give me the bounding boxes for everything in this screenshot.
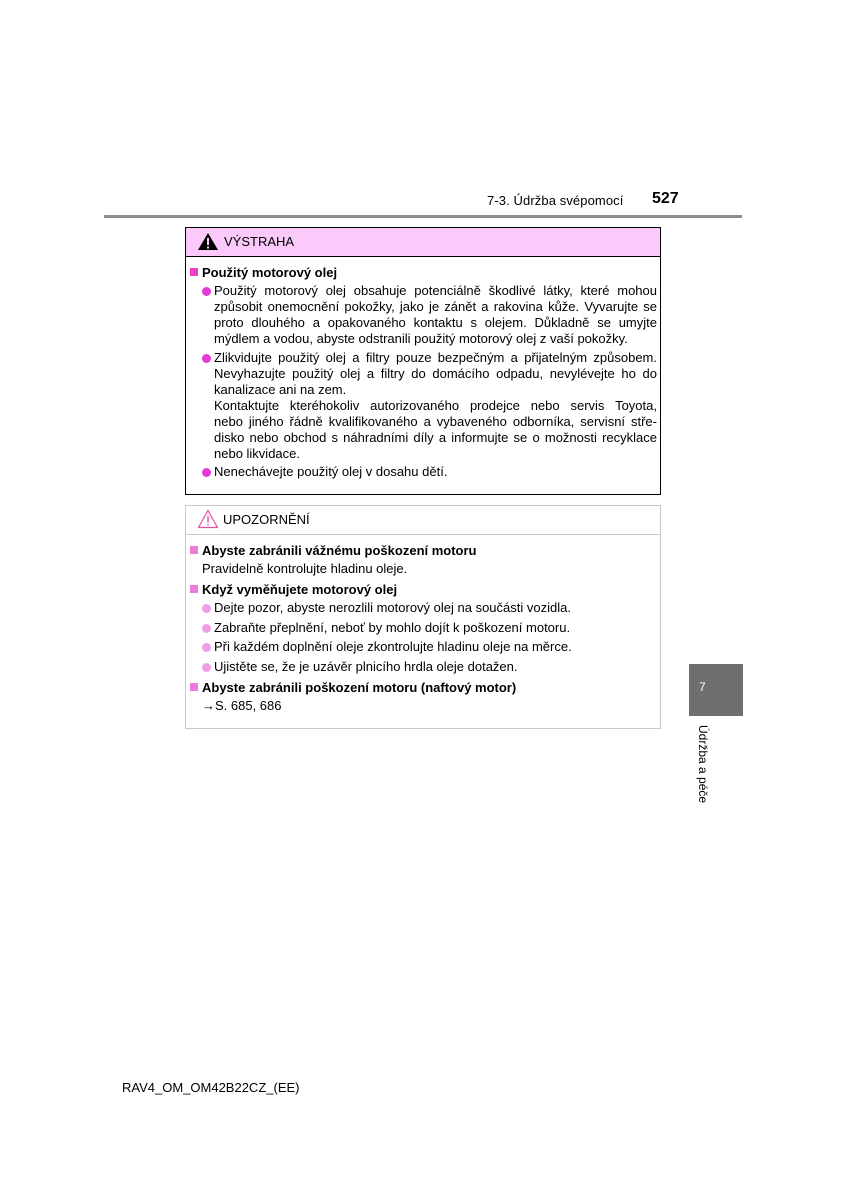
warning-header bbox=[186, 228, 660, 257]
section-square-icon bbox=[190, 585, 198, 593]
section-heading: 7-3. Údržba svépomocí bbox=[487, 193, 624, 208]
document-code: RAV4_OM_OM42B22CZ_(EE) bbox=[122, 1080, 300, 1095]
warning-item-1-line-3: proto dlouhého a opakovaného kontaktu s olejem. Důkladně se umyjte bbox=[214, 315, 657, 330]
warning-title: VÝSTRAHA bbox=[224, 234, 295, 249]
chapter-tab-number: 7 bbox=[699, 680, 706, 694]
caution-icon bbox=[197, 509, 219, 529]
caution-title: UPOZORNĚNÍ bbox=[223, 512, 310, 527]
bullet-dot-icon bbox=[202, 604, 211, 613]
page-number: 527 bbox=[652, 190, 679, 207]
warning-icon bbox=[197, 232, 219, 251]
caution-section-2-title bbox=[190, 582, 397, 597]
bullet-dot-icon bbox=[202, 468, 211, 477]
bullet-dot-icon bbox=[202, 287, 211, 296]
warning-item-2-line-2: Nevyhazujte použitý olej a filtry do domácího odpadu, nevylévejte ho do bbox=[214, 366, 657, 381]
warning-item-2-line-1: Zlikvidujte použitý olej a filtry pouze bezpečným a přijatelným způsobem. bbox=[214, 350, 657, 365]
warning-section-label: Použitý motorový olej bbox=[202, 265, 338, 280]
caution-bullet-3: Při každém doplnění oleje zkontrolujte hladinu oleje na měrce. bbox=[214, 639, 572, 654]
section-square-icon bbox=[190, 546, 198, 554]
caution-section-3-label: Abyste zabránili poškození motoru (naftový motor) bbox=[202, 680, 517, 695]
chapter-tab[interactable] bbox=[689, 664, 743, 716]
caution-box bbox=[185, 505, 661, 729]
warning-item-2-line-6: disko nebo obchod s náhradními díly a informujte se o možnosti recyklace bbox=[214, 430, 657, 445]
warning-item-1-line-1: Použitý motorový olej obsahuje potenciálně škodlivé látky, které mohou bbox=[214, 283, 657, 298]
warning-item-2-line-7: nebo likvidace. bbox=[214, 446, 300, 461]
caution-header bbox=[186, 506, 660, 535]
warning-item-1-line-4: mýdlem a vodou, abyste odstranili použitý motorový olej z vaší pokožky. bbox=[214, 331, 628, 346]
bullet-dot-icon bbox=[202, 643, 211, 652]
section-square-icon bbox=[190, 268, 198, 276]
chapter-tab-label: Údržba a péče bbox=[696, 725, 710, 804]
warning-item-2-line-3: kanalizace ani na zem. bbox=[214, 382, 347, 397]
warning-section-title bbox=[190, 265, 337, 280]
caution-section-1-title bbox=[190, 543, 477, 558]
header-divider bbox=[104, 215, 742, 218]
caution-section-2-label: Když vyměňujete motorový olej bbox=[202, 582, 398, 597]
caution-bullet-2: Zabraňte přeplnění, neboť by mohlo dojít k poškození motoru. bbox=[214, 620, 571, 635]
caution-section-1-text: Pravidelně kontrolujte hladinu oleje. bbox=[202, 561, 408, 576]
section-square-icon bbox=[190, 683, 198, 691]
bullet-dot-icon bbox=[202, 354, 211, 363]
bullet-dot-icon bbox=[202, 624, 211, 633]
warning-item-2-line-5: nebo jiného řádně kvalifikovaného a vybaveného odborníka, servisní stře- bbox=[214, 414, 657, 429]
page-reference-link[interactable]: →S. 685, 686 bbox=[202, 698, 282, 713]
bullet-dot-icon bbox=[202, 663, 211, 672]
warning-item-3-line-1: Nenechávejte použitý olej v dosahu dětí. bbox=[214, 464, 448, 479]
caution-section-3-title bbox=[190, 680, 516, 695]
caution-bullet-1: Dejte pozor, abyste nerozlili motorový olej na součásti vozidla. bbox=[214, 600, 571, 615]
warning-item-1-line-2: způsobit onemocnění pokožky, jako je zánět a rakovina kůže. Vyvarujte se bbox=[214, 299, 657, 314]
warning-item-2-line-4: Kontaktujte kteréhokoliv autorizovaného prodejce nebo servis Toyota, bbox=[214, 398, 657, 413]
caution-section-1-label: Abyste zabránili vážnému poškození motoru bbox=[202, 543, 477, 558]
caution-bullet-4: Ujistěte se, že je uzávěr plnicího hrdla oleje dotažen. bbox=[214, 659, 518, 674]
